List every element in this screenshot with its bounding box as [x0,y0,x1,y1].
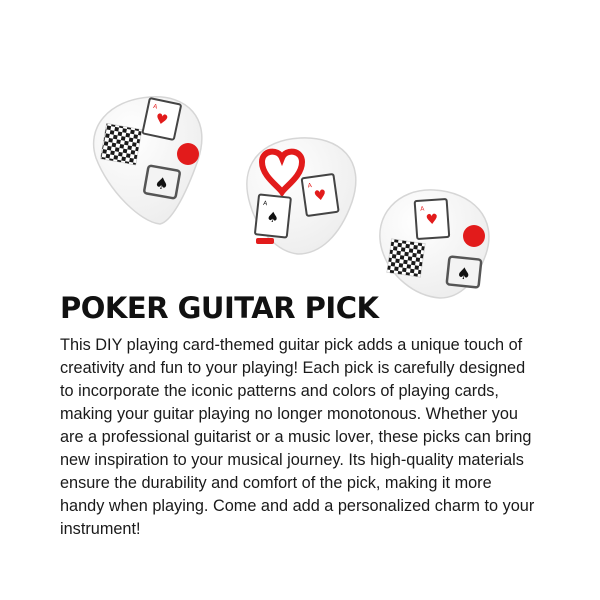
svg-text:A: A [152,102,158,111]
svg-text:♥: ♥ [153,110,170,130]
svg-text:A: A [419,205,425,213]
spade-tile-icon [447,256,482,287]
svg-text:A: A [262,199,268,208]
pick-center [247,138,356,254]
svg-text:♠: ♠ [153,172,171,195]
checkerboard-icon [100,123,142,165]
ace-of-hearts-card-icon [415,199,450,239]
ace-of-hearts-card-icon [302,174,339,216]
red-dot-icon [463,225,485,247]
red-dot-icon [177,143,199,165]
svg-text:♥: ♥ [425,211,439,229]
spade-tile-icon [144,165,180,198]
svg-text:♠: ♠ [265,209,280,227]
pick-right [380,190,489,298]
ace-of-spades-card-icon [255,194,291,237]
svg-text:♥: ♥ [312,187,328,205]
red-bar-icon [256,238,274,244]
pick-left [94,97,202,224]
svg-text:♠: ♠ [455,263,472,284]
product-title: POKER GUITAR PICK [60,291,379,325]
product-description: This DIY playing card-themed guitar pick adds a unique touch of creativity and fun to your playing! Each pick is carefully designed to incorporate the iconic patterns and colors of playing cards, making your guitar playing no longer monotonous. Whether you are a professional guitarist or a music lover, these picks can bring new inspiration to your musical journey. Its high-quality materials ensure the durability and comfort of the pick, making it more handy when playing. Come and add a personalized charm to your instrument! [60,336,535,538]
svg-text:A: A [307,182,313,190]
ace-of-hearts-card-icon [142,98,181,140]
checkerboard-icon [387,239,425,277]
